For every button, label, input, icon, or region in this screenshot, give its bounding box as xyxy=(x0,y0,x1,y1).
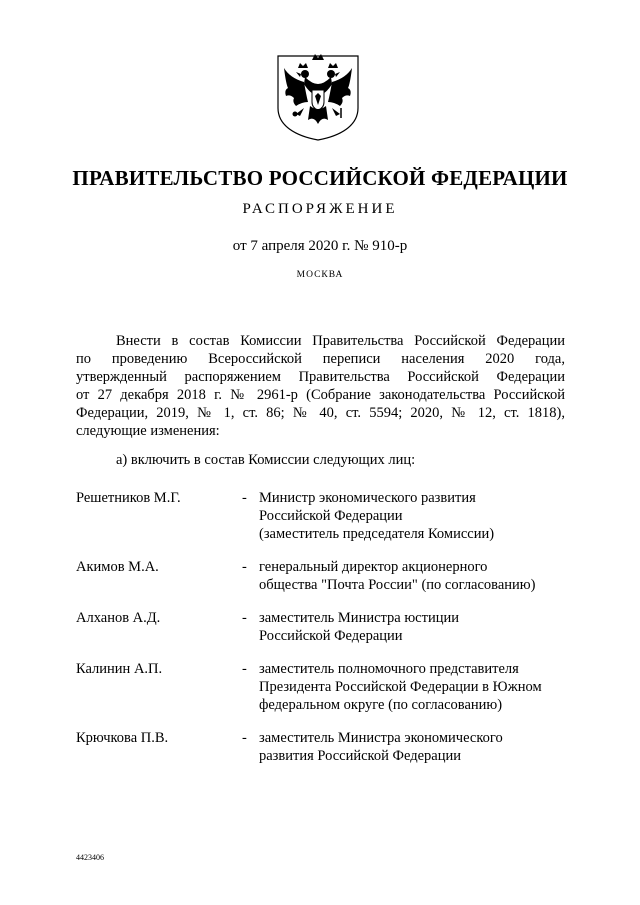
coat-of-arms-emblem-icon xyxy=(274,50,362,142)
member-role-line: федеральном округе (по согласованию) xyxy=(259,697,503,713)
member-role-line: заместитель полномочного представителя xyxy=(259,661,519,677)
document-city: МОСКВА xyxy=(296,270,344,280)
member-dash: - xyxy=(242,559,247,575)
member-role-line: Российской Федерации xyxy=(259,628,403,644)
document-type: РАСПОРЯЖЕНИЕ xyxy=(242,201,398,217)
member-role-line: развития Российской Федерации xyxy=(259,748,461,764)
paragraph-line: по проведению Всероссийской переписи населения 2020 года, xyxy=(76,351,565,367)
sub-item-a: а) включить в состав Комиссии следующих лиц: xyxy=(116,452,416,468)
member-role xyxy=(259,660,542,714)
main-paragraph xyxy=(76,332,565,440)
member-name: Калинин А.П. xyxy=(76,661,163,677)
member-name: Акимов М.А. xyxy=(76,559,159,575)
member-role-line: общества "Почта России" (по согласованию) xyxy=(259,577,536,593)
document-date-number: от 7 апреля 2020 г. № 910-р xyxy=(232,238,408,254)
member-role xyxy=(259,729,503,765)
member-role-line: генеральный директор акционерного xyxy=(259,559,488,575)
member-dash: - xyxy=(242,490,247,506)
member-role xyxy=(259,489,494,543)
member-dash: - xyxy=(242,661,247,677)
member-role xyxy=(259,609,459,645)
member-role-line: Министр экономического развития xyxy=(259,490,476,506)
member-role-line: Президента Российской Федерации в Южном xyxy=(259,679,542,695)
paragraph-line: от 27 декабря 2018 г. № 2961-р (Собрание законодательства Российской xyxy=(76,387,565,403)
paragraph-line: следующие изменения: xyxy=(76,423,220,439)
member-name: Алханов А.Д. xyxy=(76,610,161,626)
paragraph-line: утвержденный распоряжением Правительства Российской Федерации xyxy=(76,369,565,385)
government-title: ПРАВИТЕЛЬСТВО РОССИЙСКОЙ ФЕДЕРАЦИИ xyxy=(72,166,568,190)
member-name: Решетников М.Г. xyxy=(76,490,181,506)
member-role-line: заместитель Министра экономического xyxy=(259,730,503,746)
member-role-line: (заместитель председателя Комиссии) xyxy=(259,526,495,542)
member-dash: - xyxy=(242,610,247,626)
member-role-line: заместитель Министра юстиции xyxy=(259,610,459,626)
paragraph-line: Внести в состав Комиссии Правительства Российской Федерации xyxy=(116,333,565,349)
member-role xyxy=(259,558,535,594)
member-dash: - xyxy=(242,730,247,746)
paragraph-line: Федерации, 2019, № 1, ст. 86; № 40, ст. 5594; 2020, № 12, ст. 1818), xyxy=(76,405,565,421)
member-name: Крючкова П.В. xyxy=(76,730,169,746)
document-internal-number: 4423406 xyxy=(76,853,104,862)
member-role-line: Российской Федерации xyxy=(259,508,403,524)
